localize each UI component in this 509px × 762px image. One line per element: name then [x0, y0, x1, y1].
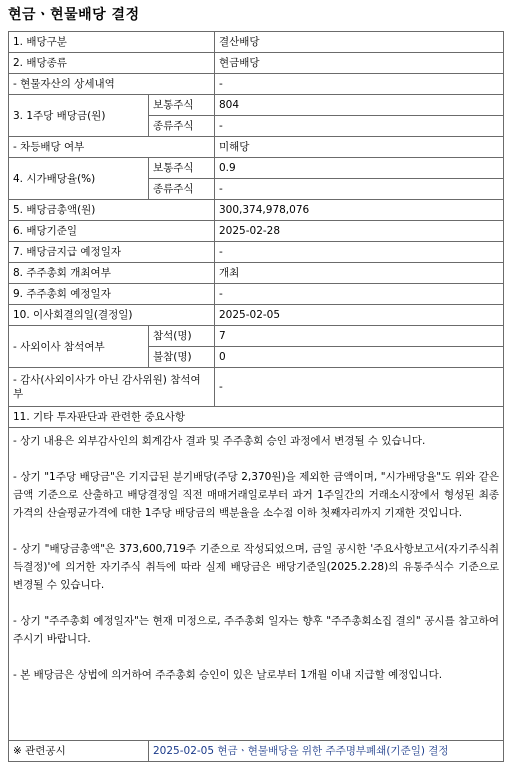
row-value: 개최: [215, 263, 504, 284]
table-row: [9, 53, 504, 74]
sub-label: 종류주식: [149, 116, 215, 137]
row-label: 8. 주주총회 개최여부: [9, 263, 215, 284]
related-disclosure-label: ※ 관련공시: [9, 741, 149, 762]
row-value: 0: [215, 347, 504, 368]
table-row: [9, 741, 504, 762]
related-disclosure-link[interactable]: 2025-02-05 현금ㆍ현물배당을 위한 주주명부폐쇄(기준일) 결정: [149, 741, 504, 762]
row-label: - 현물자산의 상세내역: [9, 74, 215, 95]
row-label: 4. 시가배당율(%): [9, 158, 149, 200]
row-value: 804: [215, 95, 504, 116]
row-value: -: [215, 116, 504, 137]
row-label: 3. 1주당 배당금(원): [9, 95, 149, 137]
table-row: [9, 200, 504, 221]
note-paragraph: - 상기 내용은 외부감사인의 회계감사 결과 및 주주총회 승인 과정에서 변경될 수 있습니다.: [13, 435, 426, 447]
table-row: [9, 284, 504, 305]
table-row: [9, 368, 504, 407]
table-row: [9, 263, 504, 284]
row-label: - 감사(사외이사가 아닌 감사위원) 참석여부: [9, 368, 215, 407]
row-value: 미해당: [215, 137, 504, 158]
row-value: -: [215, 179, 504, 200]
table-row: [9, 158, 504, 179]
row-label: 1. 배당구분: [9, 32, 215, 53]
table-row: [9, 221, 504, 242]
disclosure-table: [8, 31, 504, 762]
note-paragraph: - 본 배당금은 상법에 의거하여 주주총회 승인이 있은 날로부터 1개월 이내 지급할 예정입니다.: [13, 669, 443, 681]
table-row: [9, 74, 504, 95]
note-paragraph: - 상기 "1주당 배당금"은 기지급된 분기배당(주당 2,370원)을 제외한 금액이며, "시가배당율"도 위와 같은 금액 기준으로 산출하고 배당결정일 직전 매매거래일로부터 과거 1주일간의 거래소시장에서 형성된 최종가격의 산술평균가격에 대한 1주당 배당금의 백분율을 소수점 이하 첫째자리까지 기재한 것입니다.: [13, 471, 499, 519]
row-value: 2025-02-28: [215, 221, 504, 242]
row-value: 7: [215, 326, 504, 347]
row-label: 2. 배당종류: [9, 53, 215, 74]
sub-label: 불참(명): [149, 347, 215, 368]
table-row: [9, 32, 504, 53]
row-label: 6. 배당기준일: [9, 221, 215, 242]
table-row: [9, 326, 504, 347]
table-row: [9, 137, 504, 158]
table-row: [9, 305, 504, 326]
table-row: [9, 407, 504, 428]
row-label: 9. 주주총회 예정일자: [9, 284, 215, 305]
page-title: 현금ㆍ현물배당 결정: [8, 7, 140, 23]
row-value: -: [215, 74, 504, 95]
table-row: [9, 428, 504, 741]
row-value: 현금배당: [215, 53, 504, 74]
row-value: -: [215, 242, 504, 263]
row-value: 0.9: [215, 158, 504, 179]
row-label: - 차등배당 여부: [9, 137, 215, 158]
row-label: 10. 이사회결의일(결정일): [9, 305, 215, 326]
note-paragraph: - 상기 "주주총회 예정일자"는 현재 미정으로, 주주총회 일자는 향후 "주주총회소집 결의" 공시를 참고하여 주시기 바랍니다.: [13, 615, 499, 645]
row-value: 2025-02-05: [215, 305, 504, 326]
row-label: 7. 배당금지급 예정일자: [9, 242, 215, 263]
sub-label: 참석(명): [149, 326, 215, 347]
row-label: 11. 기타 투자판단과 관련한 중요사항: [9, 407, 504, 428]
notes-cell: [9, 428, 504, 741]
row-value: -: [215, 284, 504, 305]
row-value: 300,374,978,076: [215, 200, 504, 221]
table-row: [9, 242, 504, 263]
row-label: - 사외이사 참석여부: [9, 326, 149, 368]
sub-label: 종류주식: [149, 179, 215, 200]
row-value: -: [215, 368, 504, 407]
table-row: [9, 95, 504, 116]
sub-label: 보통주식: [149, 158, 215, 179]
sub-label: 보통주식: [149, 95, 215, 116]
row-value: 결산배당: [215, 32, 504, 53]
note-paragraph: - 상기 "배당금총액"은 373,600,719주 기준으로 작성되었으며, 금일 공시한 '주요사항보고서(자기주식취득결정)'에 의거한 자기주식 취득에 따라 실제 배당금은 배당기준일(2025.2.28)의 유통주식수 기준으로 변경될 수 있습니다.: [13, 543, 499, 591]
row-label: 5. 배당금총액(원): [9, 200, 215, 221]
